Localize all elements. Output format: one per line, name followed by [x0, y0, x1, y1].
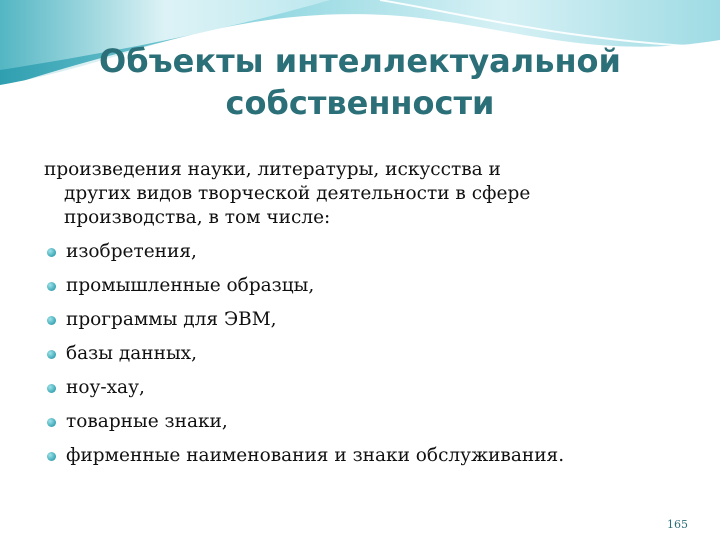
list-item — [44, 274, 694, 298]
list-item-text: товарные знаки, — [66, 411, 228, 432]
list-item-text: программы для ЭВМ, — [66, 309, 277, 330]
bullet-icon — [47, 418, 56, 427]
intro-text-line: произведения науки, литературы, искусства и — [44, 159, 501, 180]
list-item-text: базы данных, — [66, 343, 197, 364]
list-item — [44, 410, 694, 434]
slide-title-line: собственности — [225, 84, 495, 122]
bullet-icon — [47, 350, 56, 359]
bullet-icon — [47, 316, 56, 325]
list-item-text: изобретения, — [66, 241, 197, 262]
intro-text-line: других видов творческой деятельности в сфере — [64, 183, 531, 204]
list-item — [44, 308, 694, 332]
list-item — [44, 342, 694, 366]
bullet-icon — [47, 384, 56, 393]
list-item-text: фирменные наименования и знаки обслуживания. — [66, 445, 565, 466]
bullet-list — [44, 240, 694, 468]
list-item — [44, 376, 694, 400]
bullet-icon — [47, 248, 56, 257]
list-item-text: промышленные образцы, — [66, 275, 315, 296]
list-item — [44, 444, 694, 468]
slide-body — [44, 158, 694, 468]
bullet-icon — [47, 282, 56, 291]
list-item-text: ноу-хау, — [66, 377, 145, 398]
list-item — [44, 240, 694, 264]
page-number: 165 — [667, 518, 688, 531]
slide-title — [60, 40, 660, 124]
bullet-icon — [47, 452, 56, 461]
slide-title-line: Объекты интеллектуальной — [99, 42, 621, 80]
intro-text-line: производства, в том числе: — [64, 207, 331, 228]
